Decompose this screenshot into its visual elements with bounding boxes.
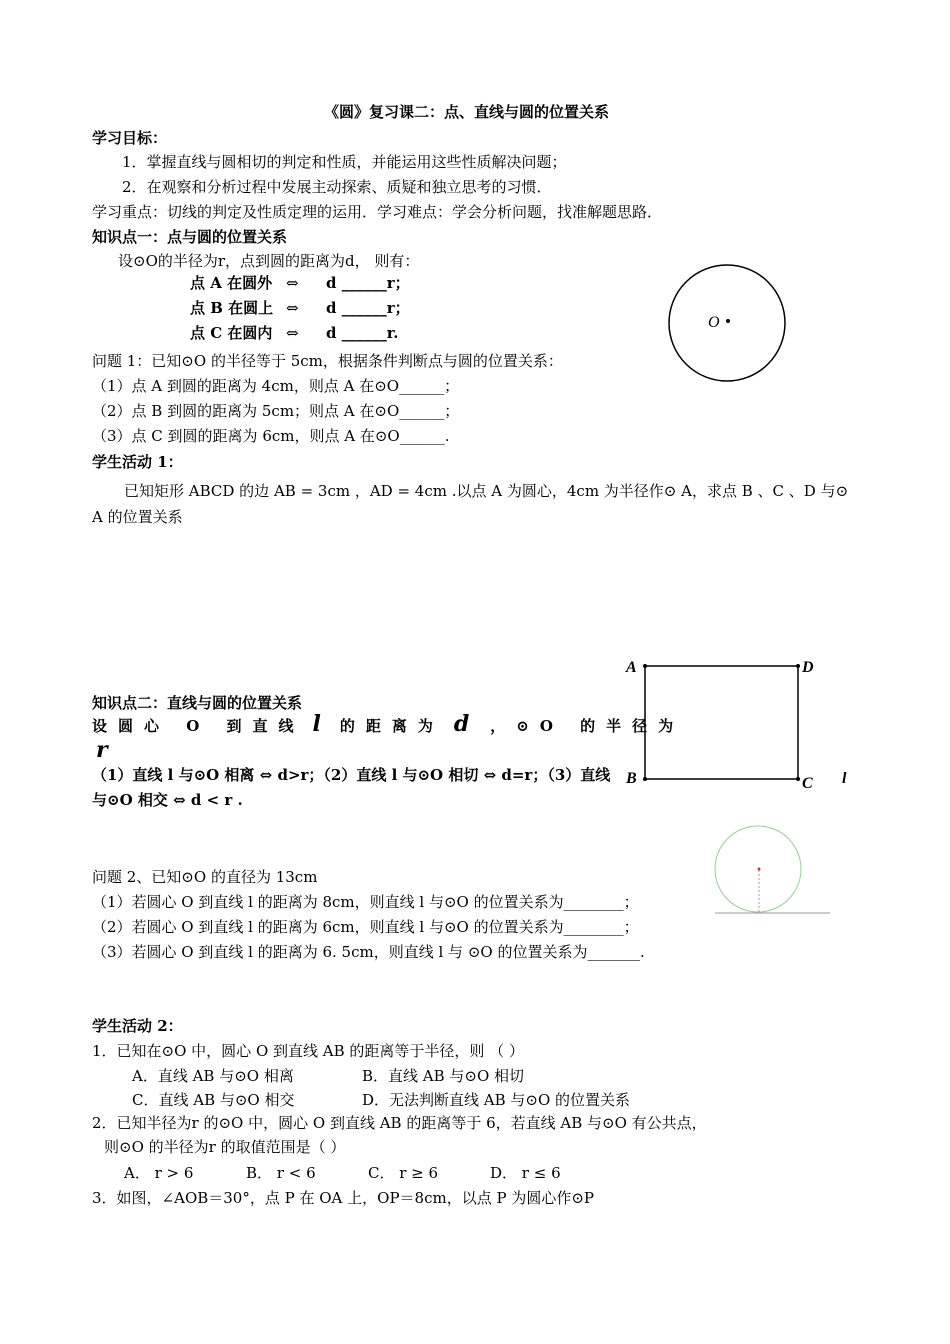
problem-1: 1．已知在⊙O 中，圆心 O 到直线 AB 的距离等于半径，则 （ ） — [92, 1042, 524, 1060]
activity-2-heading: 学生活动 2： — [92, 1017, 183, 1035]
vertex-b-label: B — [626, 770, 637, 787]
circle-o-figure — [666, 262, 790, 384]
vertex-a-label: A — [626, 659, 637, 676]
k2-heading: 知识点二：直线与圆的位置关系 — [92, 694, 303, 712]
vertex-d-label: D — [802, 659, 814, 676]
k1-row-b-point: 点 B 在圆上 — [190, 299, 274, 317]
activity-1-text: 已知矩形 ABCD 的边 AB = 3cm ，AD = 4cm .以点 A 为圆心，4cm 为半径作⊙ A，求点 B 、C 、D 与⊙ — [124, 482, 849, 500]
problem-1-option-d: D．无法判断直线 AB 与⊙O 的位置关系 — [362, 1091, 631, 1109]
k1-intro: 设⊙O的半径为r，点到圆的距离为d， 则有： — [118, 252, 420, 270]
vertex-c-label: C — [802, 775, 813, 792]
question-2-item: （1）若圆心 O 到直线 l 的距离为 8cm，则直线 l 与⊙O 的位置关系为________； — [92, 893, 639, 911]
problem-2-option-a: A． r > 6 — [124, 1164, 194, 1182]
problem-1-option-a: A．直线 AB 与⊙O 相离 — [132, 1067, 294, 1085]
goal-2: 2．在观察和分析过程中发展主动探索、质疑和独立思考的习惯． — [122, 178, 552, 196]
activity-1-heading: 学生活动 1： — [92, 453, 183, 471]
problem-3: 3．如图，∠AOB＝30°，点 P 在 OA 上，OP＝8cm，以点 P 为圆心作⊙P — [92, 1189, 594, 1207]
question-2-item: （3）若圆心 O 到直线 l 的距离为 6. 5cm，则直线 l 与 ⊙O 的位置关系为_______. — [92, 943, 645, 961]
tangent-circle-figure — [712, 824, 832, 918]
problem-2-cont: 则⊙O 的半径为r 的取值范围是（ ） — [104, 1138, 346, 1156]
k2-cases: （1）直线 l 与⊙O 相离 ⇔ d>r；（2）直线 l 与⊙O 相切 ⇔ d=r；（3）直线 — [92, 766, 611, 784]
problem-2-option-b: B． r < 6 — [246, 1164, 316, 1182]
question-1: 问题 1：已知⊙O 的半径等于 5cm，根据条件判断点与圆的位置关系： — [92, 352, 563, 370]
page-title: 《圆》复习课二：点、直线与圆的位置关系 — [324, 103, 610, 121]
problem-1-option-b: B．直线 AB 与⊙O 相切 — [362, 1067, 525, 1085]
k2-intro: 设圆心 O 到直线 l 的距离为 d ，⊙O 的半径为 — [92, 711, 685, 737]
k2-radius-symbol: r — [96, 737, 108, 763]
k1-row-a-point: 点 A 在圆外 — [190, 274, 273, 292]
center-point — [726, 319, 730, 323]
iff-symbol: ⇔ — [286, 299, 299, 317]
problem-2-option-d: D． r ≤ 6 — [490, 1164, 561, 1182]
line-l-label: l — [842, 770, 847, 787]
question-2-item: （2）若圆心 O 到直线 l 的距离为 6cm，则直线 l 与⊙O 的位置关系为________； — [92, 918, 639, 936]
problem-2: 2．已知半径为r 的⊙O 中，圆心 O 到直线 AB 的距离等于 6，若直线 AB 与⊙O 有公共点， — [92, 1114, 707, 1132]
k1-heading: 知识点一：点与圆的位置关系 — [92, 228, 288, 246]
k1-row-a-rel: d ______r； — [326, 274, 410, 292]
question-1-item: （1）点 A 到圆的距离为 4cm，则点 A 在⊙O______； — [92, 377, 460, 395]
activity-1-text-cont: A 的位置关系 — [92, 508, 183, 526]
k1-row-c-rel: d ______r. — [326, 324, 399, 342]
problem-1-option-c: C．直线 AB 与⊙O 相交 — [132, 1091, 295, 1109]
iff-symbol: ⇔ — [286, 274, 299, 292]
goals-heading: 学习目标： — [92, 129, 168, 147]
question-2: 问题 2、已知⊙O 的直径为 13cm — [92, 868, 318, 886]
k2-cases-cont: 与⊙O 相交 ⇔ d < r . — [92, 791, 243, 809]
question-1-item: （3）点 C 到圆的距离为 6cm，则点 A 在⊙O______. — [92, 427, 450, 445]
problem-2-option-c: C． r ≥ 6 — [368, 1164, 439, 1182]
key-points: 学习重点：切线的判定及性质定理的运用．学习难点：学会分析问题，找准解题思路． — [92, 203, 663, 221]
goal-1: 1．掌握直线与圆相切的判定和性质，并能运用这些性质解决问题； — [122, 153, 567, 171]
k1-row-b-rel: d ______r； — [326, 299, 410, 317]
iff-symbol: ⇔ — [286, 324, 299, 342]
question-1-item: （2）点 B 到圆的距离为 5cm；则点 A 在⊙O______； — [92, 402, 460, 420]
circle-center-label: O — [708, 314, 720, 331]
k1-row-c-point: 点 C 在圆内 — [190, 324, 273, 342]
